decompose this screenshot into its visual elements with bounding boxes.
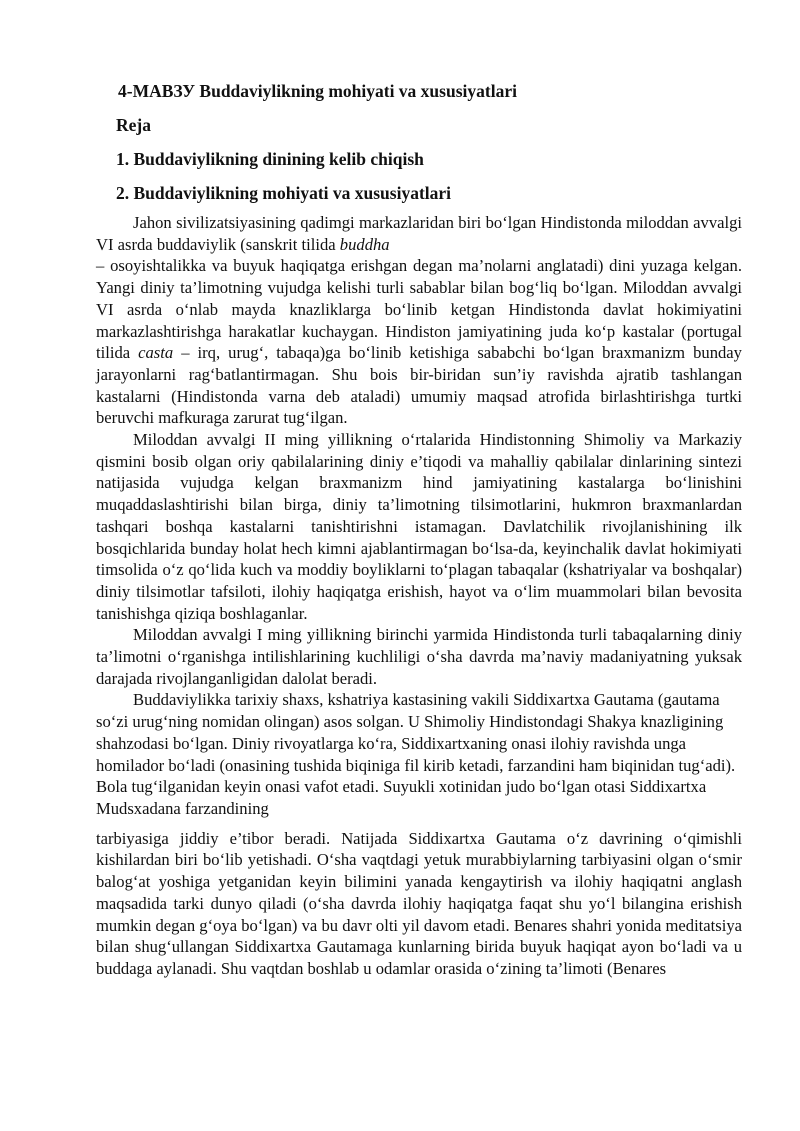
paragraph-1-part-b: – osoyishtalikka va buyuk haqiqatga erishgan degan ma’nolarni anglatadi) dini yuzaga kelgan. Yangi diniy ta’limotning vujudga kelishi turli sabablar bilan bog‘liq bo‘lgan. Miloddan avvalgi VI asrda o‘nlab mayda knazliklarga bo‘linib ketgan Hindistonda davlat hokimiyatini markazlashtirishga harakatlar kuchaygan. Hindiston jamiyatining juda ko‘p kastalar (portugal tilida: [96, 256, 742, 363]
plan-label: Reja: [116, 115, 151, 135]
document-title: 4-МАВЗУ Buddaviylikning mohiyati va xususiyatlari: [118, 81, 517, 101]
paragraph-1: [96, 212, 742, 429]
paragraph-1-term-casta: casta: [138, 343, 174, 363]
paragraph-2: Miloddan avvalgi II ming yillikning o‘rtalarida Hindistonning Shimoliy va Markaziy qismini bosib olgan oriy qabilalarining diniy e’tiqodi va mahalliy qabilalar dinlarining sintezi natijasida vujudga kelgan braxmanizm hind jamiyatining kastalarga bo‘linishini muqaddaslashtirishi bilan birga, diniy ta’limotning tilsimotlarini, hukmron braxmanlardan tashqari boshqa kastalarni tanishtirishni istamagan. Davlatchilik rivojlanishining ilk bosqichlarida bunday holat hech kimni ajablantirmagan bo‘lsa-da, keyinchalik davlat hokimiyati timsolida o‘z qo‘lida kuch va moddiy boyliklarni to‘plagan tabaqalar (kshatriyalar va boshqalar) diniy tilsimotlar tafsiloti, ilohiy haqiqatga erishish, hayot va o‘lim muammolari bilan bevosita tanishishga qiziqa boshlaganlar.: [96, 430, 742, 623]
paragraph-4: Buddaviylikka tarixiy shaxs, kshatriya kastasining vakili Siddixartxa Gautama (gautama so‘zi urug‘ning nomidan olingan) asos solgan. U Shimoliy Hindistondagi Shakya knazligining shahzodasi bo‘lgan. Diniy rivoyatlarga ko‘ra, Siddixartxaning onasi ilohiy ravishda unga homilador bo‘ladi (onasining tushida biqiniga fil kirib ketadi, farzandini ham biqinidan tug‘adi). Bola tug‘ilganidan keyin onasi vafot etadi. Suyukli xotinidan judo bo‘lgan otasi Siddixartxa Mudsxadana farzandining: [96, 690, 736, 818]
document-page: [96, 80, 742, 980]
paragraph-1-part-a: Jahon sivilizatsiyasining qadimgi markazlaridan biri bo‘lgan Hindistonda miloddan avvalgi VI asrda buddaviylik (sanskrit tilida: [96, 213, 742, 254]
paragraph-1-term-buddha: buddha: [339, 234, 390, 254]
plan-item-1: 1. Buddaviylikning dinining kelib chiqish: [116, 149, 424, 169]
paragraph-5: tarbiyasiga jiddiy e’tibor beradi. Natijada Siddixartxa Gautama o‘z davrining o‘qimishli kishilardan biri bo‘lib yetishadi. O‘sha vaqtdagi yetuk murabbiylarning tarbiyasini olgan o‘smir balog‘at yoshiga yetganidan keyin bilimini yanada kengaytirish va ilohiy haqiqatni anglash maqsadida tarki dunyo qiladi (o‘sha davrda ilohiy haqiqatga faqat shu yo‘l bilangina erishish mumkin degan g‘oya bo‘lgan) va bu davr olti yil davom etadi. Benares shahri yonida meditatsiya bilan shug‘ullangan Siddixartxa Gautamaga kunlarning birida buyuk haqiqat ayon bo‘ladi va u buddaga aylanadi. Shu vaqtdan boshlab u odamlar orasida o‘zining ta’limoti (Benares: [96, 828, 742, 978]
paragraph-3: Miloddan avvalgi I ming yillikning birinchi yarmida Hindistonda turli tabaqalarning diniy ta’limotni o‘rganishga intilishlarining kuchliligi o‘sha davrda ma’naviy madaniyatning yuksak darajada rivojlanganligidan dalolat beradi.: [96, 625, 742, 688]
plan-item-2: 2. Buddaviylikning mohiyati va xususiyatlari: [116, 183, 452, 203]
paragraph-1-part-c: – irq, urug‘, tabaqa)ga bo‘linib ketishiga sababchi bo‘lgan braxmanizm bunday jarayonlarni rag‘batlantirmagan. Shu bois bir-biridan sun’iy ravishda ajratib tashlangan kastalarni (Hindistonda varna deb ataladi) umumiy maqsad atrofida birlashtirishga turtki beruvchi mafkuraga zarurat tug‘ilgan.: [96, 343, 742, 428]
